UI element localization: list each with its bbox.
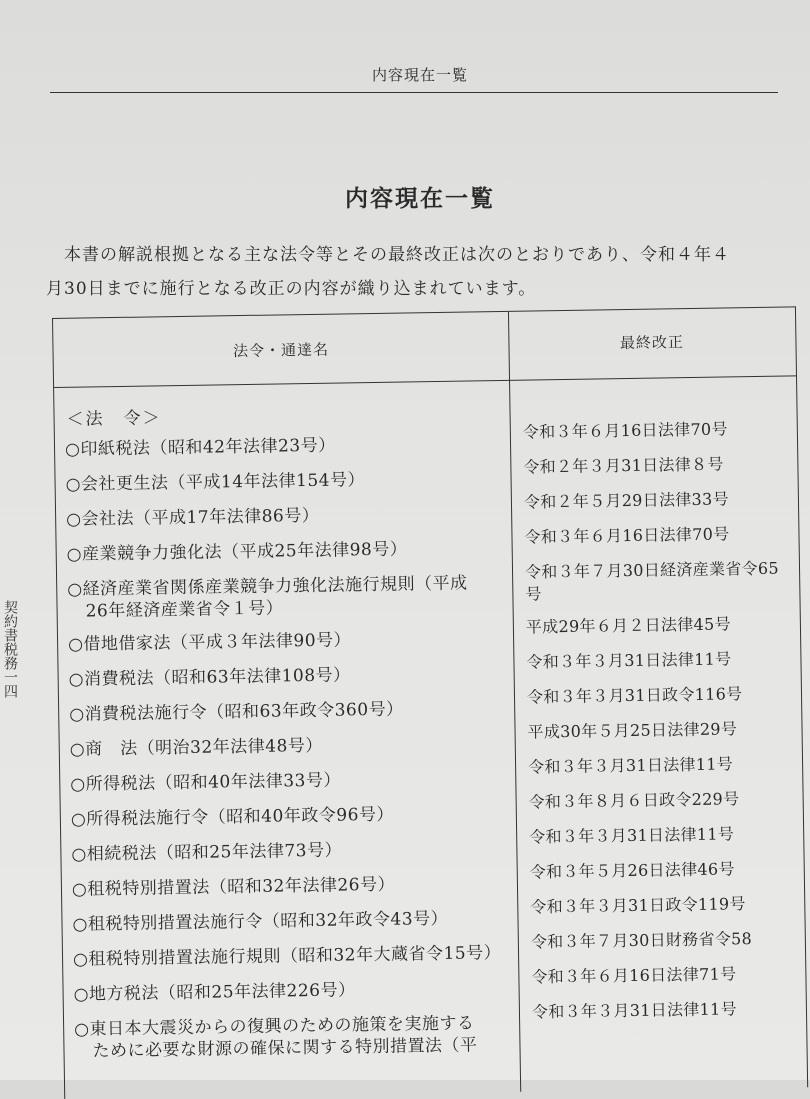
revision-cell: 令和３年５月26日法律46号	[529, 859, 735, 882]
revision-cell: 令和３年６月16日法律70号	[524, 524, 730, 547]
revision-cell-continued: 号	[525, 584, 542, 604]
revision-cell: 令和２年３月31日法律８号	[523, 454, 724, 477]
intro-line-2: 月30日までに施行となる改正の内容が織り込まれています。	[46, 279, 537, 299]
law-cell: ○所得税法施行令（昭和40年政令96号）	[70, 804, 395, 830]
revision-cell: 令和３年８月６日政令229号	[528, 789, 740, 812]
revision-cell: 平成30年５月25日法律29号	[527, 719, 738, 742]
revision-cell: 令和３年３月31日法律11号	[527, 754, 734, 777]
header-divider	[54, 375, 796, 388]
column-header-revision: 最終改正	[619, 333, 685, 353]
revision-cell: 令和３年３月31日政令119号	[530, 894, 746, 917]
law-cell-multiline	[67, 572, 513, 634]
header-rule	[50, 92, 778, 93]
law-column	[65, 432, 520, 1063]
law-cell: ○消費税法（昭和63年法律108号）	[68, 665, 351, 690]
column-header-law: 法令・通達名	[232, 340, 330, 361]
law-cell: ○地方税法（昭和25年法律226号）	[73, 980, 356, 1005]
law-cell-continued: 26年経済産業省令１号）	[85, 598, 284, 622]
law-cell: ○借地借家法（平成３年法律90号）	[67, 630, 352, 655]
revision-cell: 令和３年３月31日政令116号	[526, 684, 743, 707]
revision-cell: 令和３年３月31日法律11号	[531, 999, 738, 1022]
revision-cell: 令和２年５月29日法律33号	[523, 489, 729, 512]
running-header: 内容現在一覧	[371, 66, 468, 84]
side-margin-text: 契約書税務一四	[2, 600, 18, 698]
revision-cell: 令和３年３月31日法律11号	[529, 824, 735, 847]
law-cell: ○東日本大震災からの復興のための施策を実施する	[74, 1013, 475, 1040]
law-cell: ○相続税法（昭和25年法律73号）	[71, 840, 343, 865]
law-cell: ○印紙税法（昭和42年法律23号）	[64, 435, 336, 460]
law-cell: ○会社法（平成17年法律86号）	[66, 505, 320, 530]
category-label: ＜法 令＞	[66, 408, 162, 430]
law-cell-continued: ために必要な財源の確保に関する特別措置法（平	[92, 1035, 478, 1062]
revision-cell: 令和３年３月31日法律11号	[526, 649, 732, 672]
intro-line-1: 本書の解説根拠となる主な法令等とその最終改正は次のとおりであり、令和４年４	[64, 245, 730, 265]
law-cell: ○所得税法（昭和40年法律33号）	[70, 770, 342, 795]
revision-cell: 平成29年６月２日法律45号	[525, 614, 731, 637]
law-cell: ○消費税法施行令（昭和63年政令360号）	[69, 699, 404, 725]
revision-cell: 令和３年７月30日財務省令58	[530, 929, 753, 952]
revision-cell: 令和３年６月16日法律70号	[522, 419, 728, 442]
law-cell: ○経済産業省関係産業競争力強化法施行規則（平成	[67, 573, 468, 600]
law-cell-multiline	[74, 1012, 520, 1063]
revision-column	[523, 417, 810, 1036]
law-cell: ○産業競争力強化法（平成25年法律98号）	[66, 539, 408, 565]
law-cell: ○租税特別措置法施行令（昭和32年政令43号）	[72, 908, 449, 935]
revision-cell: 令和３年７月30日経済産業省令65	[524, 558, 779, 582]
intro-paragraph	[46, 238, 806, 306]
revision-cell-multiline	[525, 557, 806, 616]
contents-table	[52, 306, 808, 1099]
law-cell: ○商 法（明治32年法律48号）	[69, 735, 324, 760]
law-cell: ○租税特別措置法施行規則（昭和32年大蔵省令15号）	[72, 943, 502, 970]
page-title: 内容現在一覧	[345, 185, 495, 212]
law-cell: ○会社更生法（平成14年法律154号）	[65, 470, 366, 495]
law-cell: ○租税特別措置法（昭和32年法律26号）	[71, 874, 396, 900]
revision-cell: 令和３年６月16日法律71号	[531, 964, 737, 987]
